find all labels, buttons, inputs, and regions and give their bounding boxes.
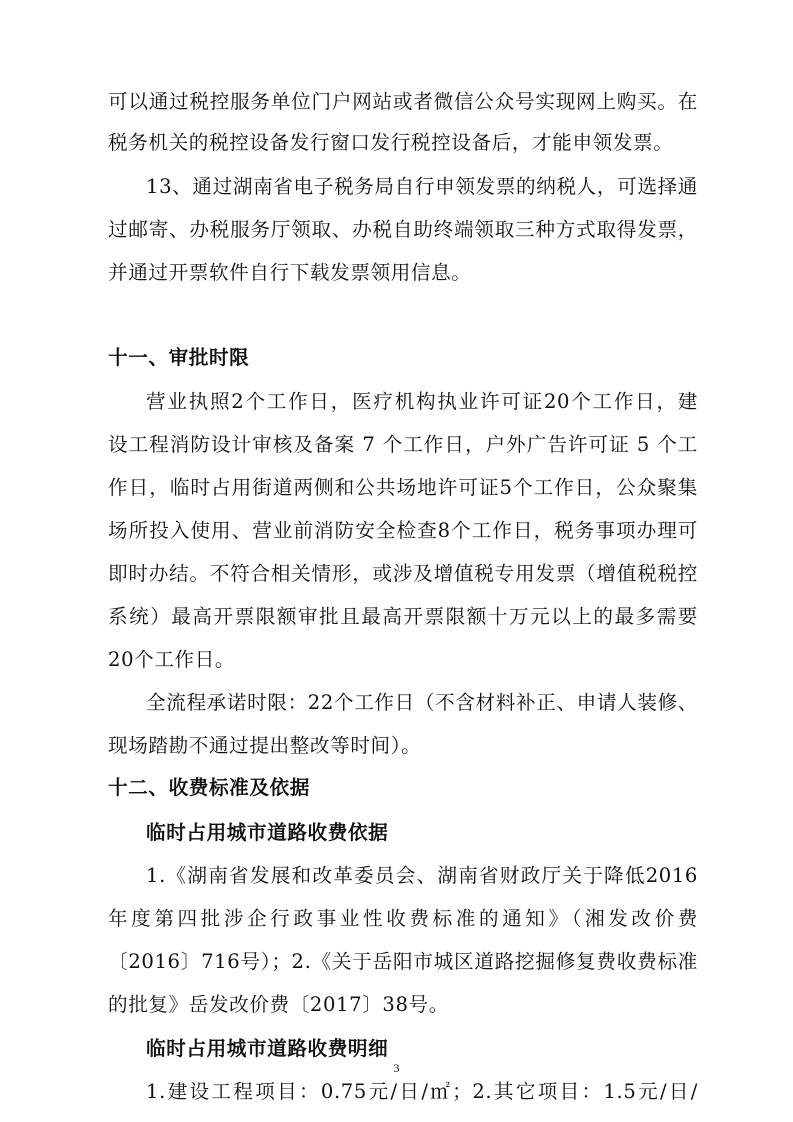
body-text-line: 过邮寄、办税服务厅领取、办税自助终端领取三种方式取得发票，	[108, 218, 698, 241]
body-text-line: 现场踏勘不通过提出整改等时间）。	[108, 734, 422, 757]
body-text-line: 20个工作日。	[108, 648, 236, 671]
section-heading: 十二、收费标准及依据	[108, 776, 310, 799]
body-text-line: 年度第四批涉企行政事业性收费标准的通知》（湘发改价费	[108, 907, 698, 930]
section-heading: 十一、审批时限	[108, 346, 250, 369]
body-text-line: 场所投入使用、营业前消防安全检查8个工作日，税务事项办理可	[108, 519, 698, 542]
body-text-line: 作日，临时占用街道两侧和公共场地许可证5个工作日，公众聚集	[108, 476, 698, 499]
body-text-line: 1.《湖南省发展和改革委员会、湖南省财政厅关于降低2016	[146, 864, 698, 887]
body-text-line: 13、通过湖南省电子税务局自行申领发票的纳税人，可选择通	[146, 175, 698, 198]
body-text-line: 全流程承诺时限：22个工作日（不含材料补正、申请人装修、	[146, 691, 698, 714]
body-text-line: 营业执照2个工作日，医疗机构执业许可证20个工作日，建	[146, 390, 698, 413]
body-text-line: 设工程消防设计审核及备案 7 个工作日，户外广告许可证 5 个工	[108, 433, 698, 456]
body-text-line: 〔2016〕716号）；2.《关于岳阳市城区道路挖掘修复费收费标准	[108, 950, 698, 973]
body-text-line: 1.建设工程项目：0.75元/日/㎡；2.其它项目：1.5元/日/	[146, 1080, 698, 1103]
body-text-line: 可以通过税控服务单位门户网站或者微信公众号实现网上购买。在	[108, 90, 698, 113]
body-text-line: 税务机关的税控设备发行窗口发行税控设备后，才能申领发票。	[108, 131, 674, 154]
page-number: 3	[393, 1061, 400, 1075]
subheading: 临时占用城市道路收费依据	[146, 821, 389, 844]
body-text-line: 的批复》岳发改价费〔2017〕38号。	[108, 993, 449, 1016]
subheading: 临时占用城市道路收费明细	[146, 1037, 389, 1060]
body-text-line: 即时办结。不符合相关情形，或涉及增值税专用发票（增值税税控	[108, 562, 698, 585]
body-text-line: 系统）最高开票限额审批且最高开票限额十万元以上的最多需要	[108, 605, 698, 628]
body-text-line: 并通过开票软件自行下载发票领用信息。	[108, 261, 472, 284]
